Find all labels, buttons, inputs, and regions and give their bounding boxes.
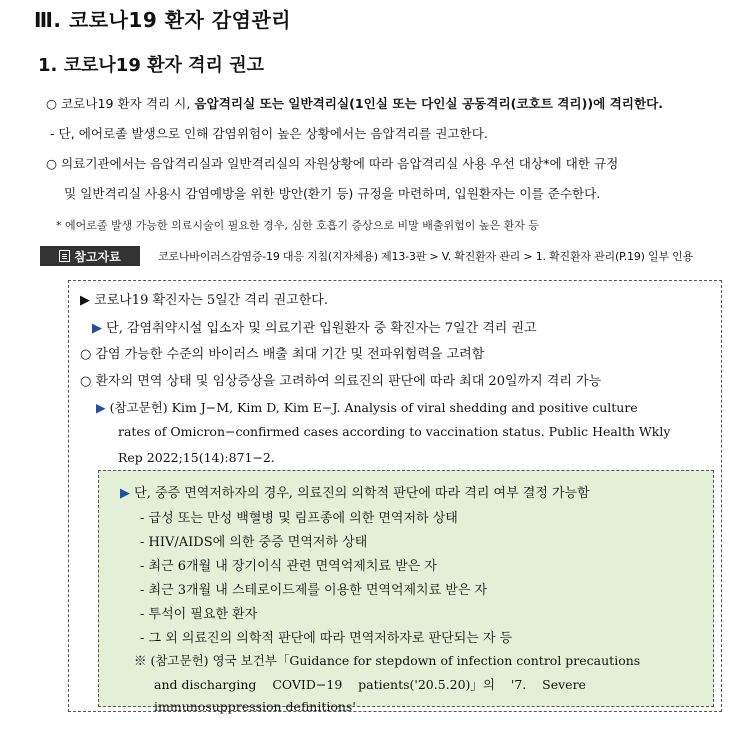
green-line-4: - 최근 6개월 내 장기이식 관련 면역억제치료 받은 자 [140, 559, 437, 574]
triangle-icon: ▶ [92, 321, 102, 336]
triangle-icon: ▶ [96, 400, 106, 415]
paragraph-aerosol: - 단, 에어로졸 발생으로 인해 감염위험이 높은 상황에서는 음압격리를 권고한다. [50, 126, 488, 141]
box-line-4: ○ 환자의 면역 상태 및 임상증상을 고려하여 의료진의 판단에 따라 최대 20일까지 격리 가능 [80, 374, 602, 389]
paragraph-isolation-bold: 음압격리실 또는 일반격리실(1인실 또는 다인실 공동격리(코호트 격리))에 격리한다. [194, 96, 664, 111]
green-line-1 [120, 482, 590, 501]
box-line-5-text: (참고문헌) Kim J−M, Kim D, Kim E−J. Analysis of viral shedding and positive culture [109, 400, 638, 415]
paragraph-isolation-plain: ○ 코로나19 환자 격리 시, [46, 96, 195, 111]
paragraph-isolation [46, 93, 663, 112]
box-line-3: ○ 감염 가능한 수준의 바이러스 배출 최대 기간 및 전파위험력을 고려함 [80, 347, 485, 362]
triangle-icon: ▶ [120, 486, 130, 501]
paragraph-hospital-rules-1: ○ 의료기관에서는 음압격리실과 일반격리실의 자원상황에 따라 음압격리실 사용 우선 대상*에 대한 규정 [46, 156, 619, 171]
reference-bar [40, 246, 726, 266]
reference-badge-label: 참고자료 [74, 249, 121, 264]
box-line-7: Rep 2022;15(14):871−2. [118, 450, 275, 465]
green-line-7: - 그 외 의료진의 의학적 판단에 따라 면역저하자로 판단되는 자 등 [140, 631, 513, 646]
green-line-9: and discharging COVID−19 patients('20.5.20)」의 '7. Severe [154, 677, 586, 692]
box-line-2 [92, 317, 537, 336]
section-title: Ⅲ. 코로나19 환자 감염관리 [34, 8, 292, 32]
box-line-2-text: 단, 감염취약시설 입소자 및 의료기관 입원환자 중 확진자는 7일간 격리 권고 [106, 321, 537, 336]
box-line-6: rates of Omicron−confirmed cases according to vaccination status. Public Health Wkly [118, 424, 671, 439]
green-line-5: - 최근 3개월 내 스테로이드제를 이용한 면역억제치료 받은 자 [140, 583, 488, 598]
green-line-2: - 급성 또는 만성 백혈병 및 림프종에 의한 면역저하 상태 [140, 511, 458, 526]
green-line-6: - 투석이 필요한 환자 [140, 607, 258, 622]
box-line-5 [96, 398, 638, 416]
green-line-1-text: 단, 중증 면역저하자의 경우, 의료진의 의학적 판단에 따라 격리 여부 결정 가능함 [134, 486, 590, 501]
green-line-3: - HIV/AIDS에 의한 중증 면역저하 상태 [140, 535, 368, 550]
footnote: * 에어로졸 발생 가능한 의료시술이 필요한 경우, 심한 호흡기 증상으로 비말 배출위험이 높은 환자 등 [56, 219, 539, 232]
box-line-1: ▶ 코로나19 확진자는 5일간 격리 권고한다. [80, 293, 328, 308]
paragraph-hospital-rules-2: 및 일반격리실 사용시 감염예방을 위한 방안(환기 등) 규정을 마련하며, 입원환자는 이를 준수한다. [64, 186, 601, 201]
green-line-8: ※ (참고문헌) 영국 보건부「Guidance for stepdown of infection control precautions [134, 653, 641, 668]
document-icon [59, 250, 70, 262]
reference-source: 코로나바이러스감염증-19 대응 지침(지자체용) 제13-3판 > V. 확진환자 관리 > 1. 확진환자 관리(P.19) 일부 인용 [158, 250, 694, 263]
green-line-10: immunosuppression definitions' [154, 699, 356, 714]
reference-badge [40, 246, 140, 266]
subsection-title: 1. 코로나19 환자 격리 권고 [38, 55, 264, 76]
